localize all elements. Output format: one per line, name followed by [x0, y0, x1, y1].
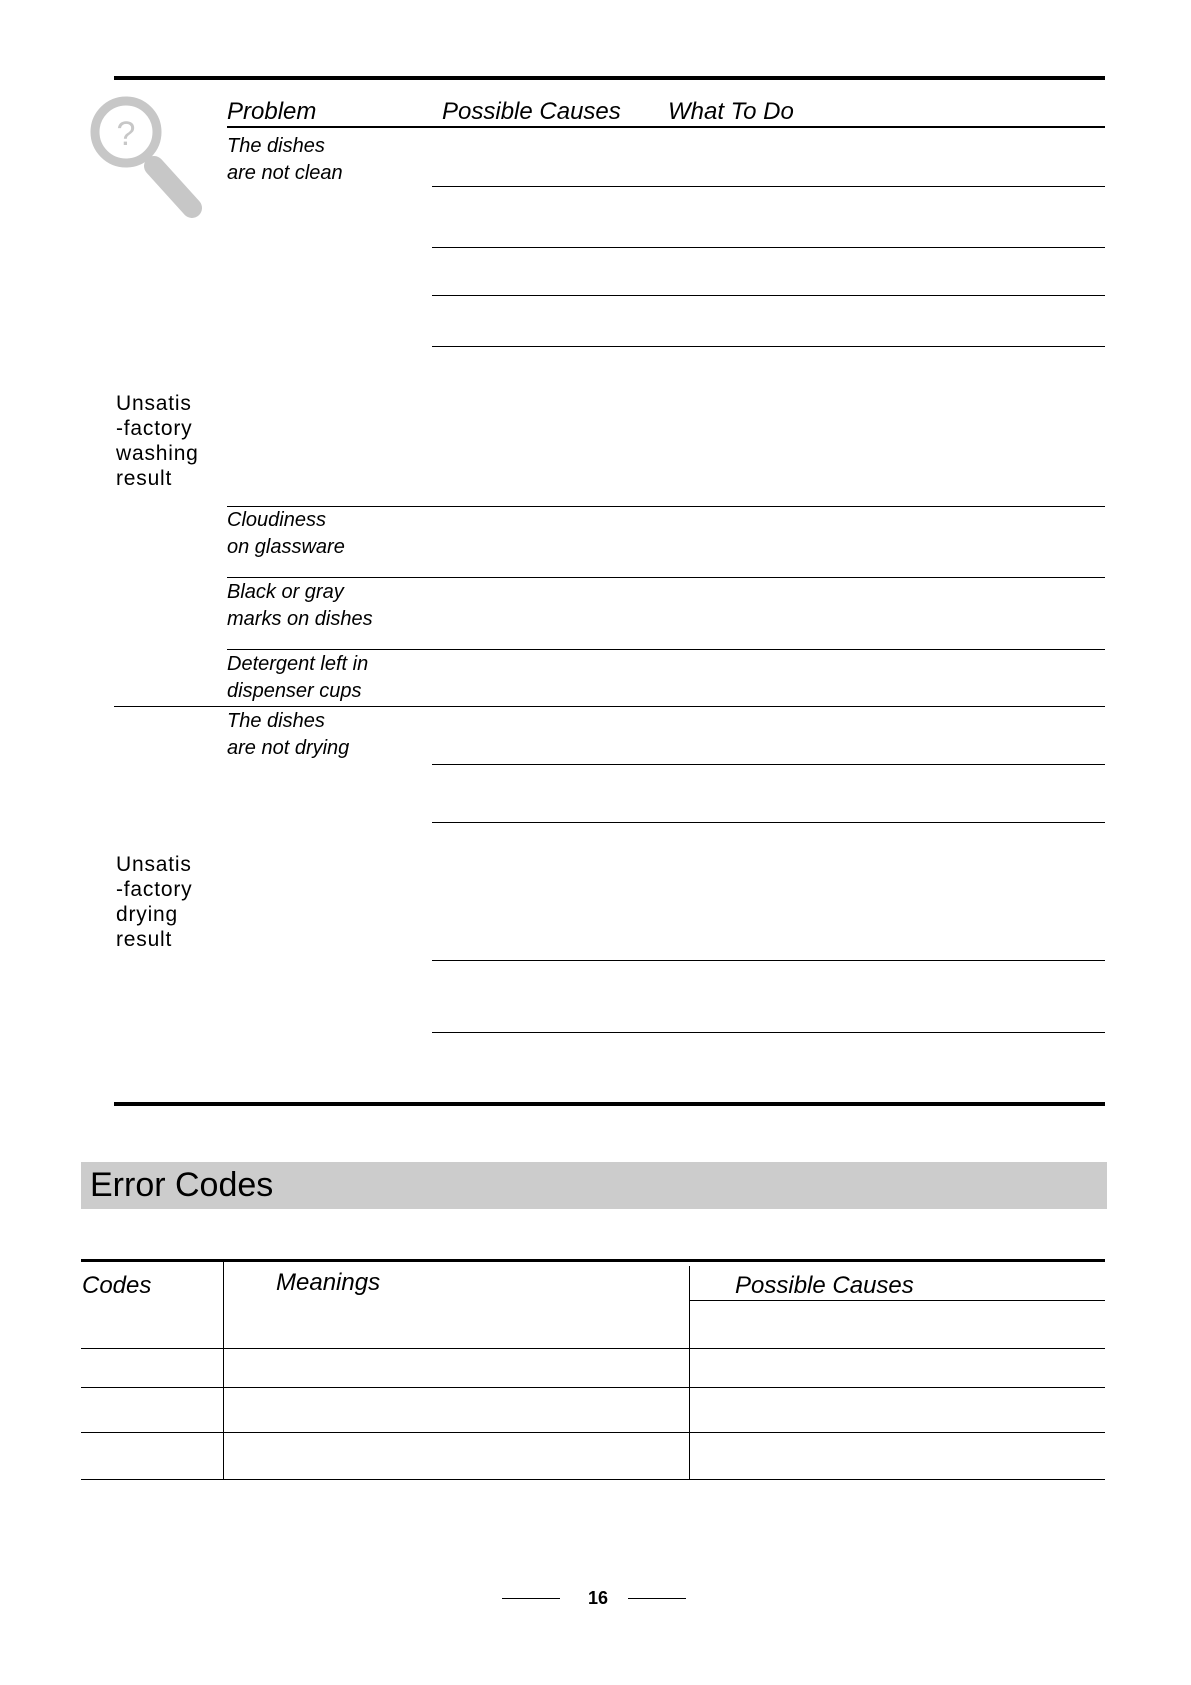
header-possible-causes: Possible Causes [442, 98, 621, 125]
header-rule [441, 126, 1105, 128]
row-divider [432, 960, 1105, 961]
error-codes-title: Error Codes [90, 1166, 274, 1204]
problem-divider [227, 649, 1105, 650]
header-what-to-do: What To Do [668, 98, 794, 125]
problem-black-gray-marks: Black or gray marks on dishes [227, 581, 373, 630]
problem-divider [227, 577, 1105, 578]
row-divider [432, 346, 1105, 347]
row-divider [432, 1032, 1105, 1033]
column-divider [689, 1266, 690, 1480]
header-codes: Codes [82, 1272, 152, 1299]
error-codes-banner [81, 1162, 1107, 1209]
problem-dishes-not-clean: The dishes are not clean [227, 135, 343, 184]
error-row-divider [81, 1432, 1105, 1433]
bottom-rule [114, 1102, 1105, 1106]
footer-rule-left [502, 1598, 560, 1599]
column-divider [223, 1262, 224, 1480]
row-divider [432, 764, 1105, 765]
row-divider [432, 247, 1105, 248]
error-row-divider [81, 1387, 1105, 1388]
category-drying-label: Unsatis -factory drying result [116, 853, 193, 951]
category-washing-label: Unsatis -factory washing result [116, 392, 199, 490]
error-row-divider [689, 1300, 1105, 1301]
magnifier-question-icon [86, 92, 206, 218]
header-meanings: Meanings [276, 1269, 381, 1296]
svg-text:?: ? [116, 115, 136, 153]
row-divider [432, 295, 1105, 296]
error-table-top-rule [81, 1259, 1105, 1262]
top-rule [114, 76, 1105, 80]
page-number: 16 [587, 1588, 609, 1608]
header-possible-causes-error: Possible Causes [735, 1272, 914, 1299]
error-row-divider [81, 1479, 1105, 1480]
error-row-divider [81, 1348, 1105, 1349]
problem-divider [227, 506, 1105, 507]
problem-detergent-left: Detergent left in dispenser cups [227, 653, 369, 702]
problem-cloudiness: Cloudiness on glassware [227, 509, 345, 558]
row-divider [432, 186, 1105, 187]
category-divider [114, 706, 1105, 707]
row-divider [432, 822, 1105, 823]
problem-dishes-not-drying: The dishes are not drying [227, 710, 350, 759]
header-rule-problem [227, 126, 441, 128]
footer-rule-right [628, 1598, 686, 1599]
header-problem: Problem [227, 98, 317, 125]
